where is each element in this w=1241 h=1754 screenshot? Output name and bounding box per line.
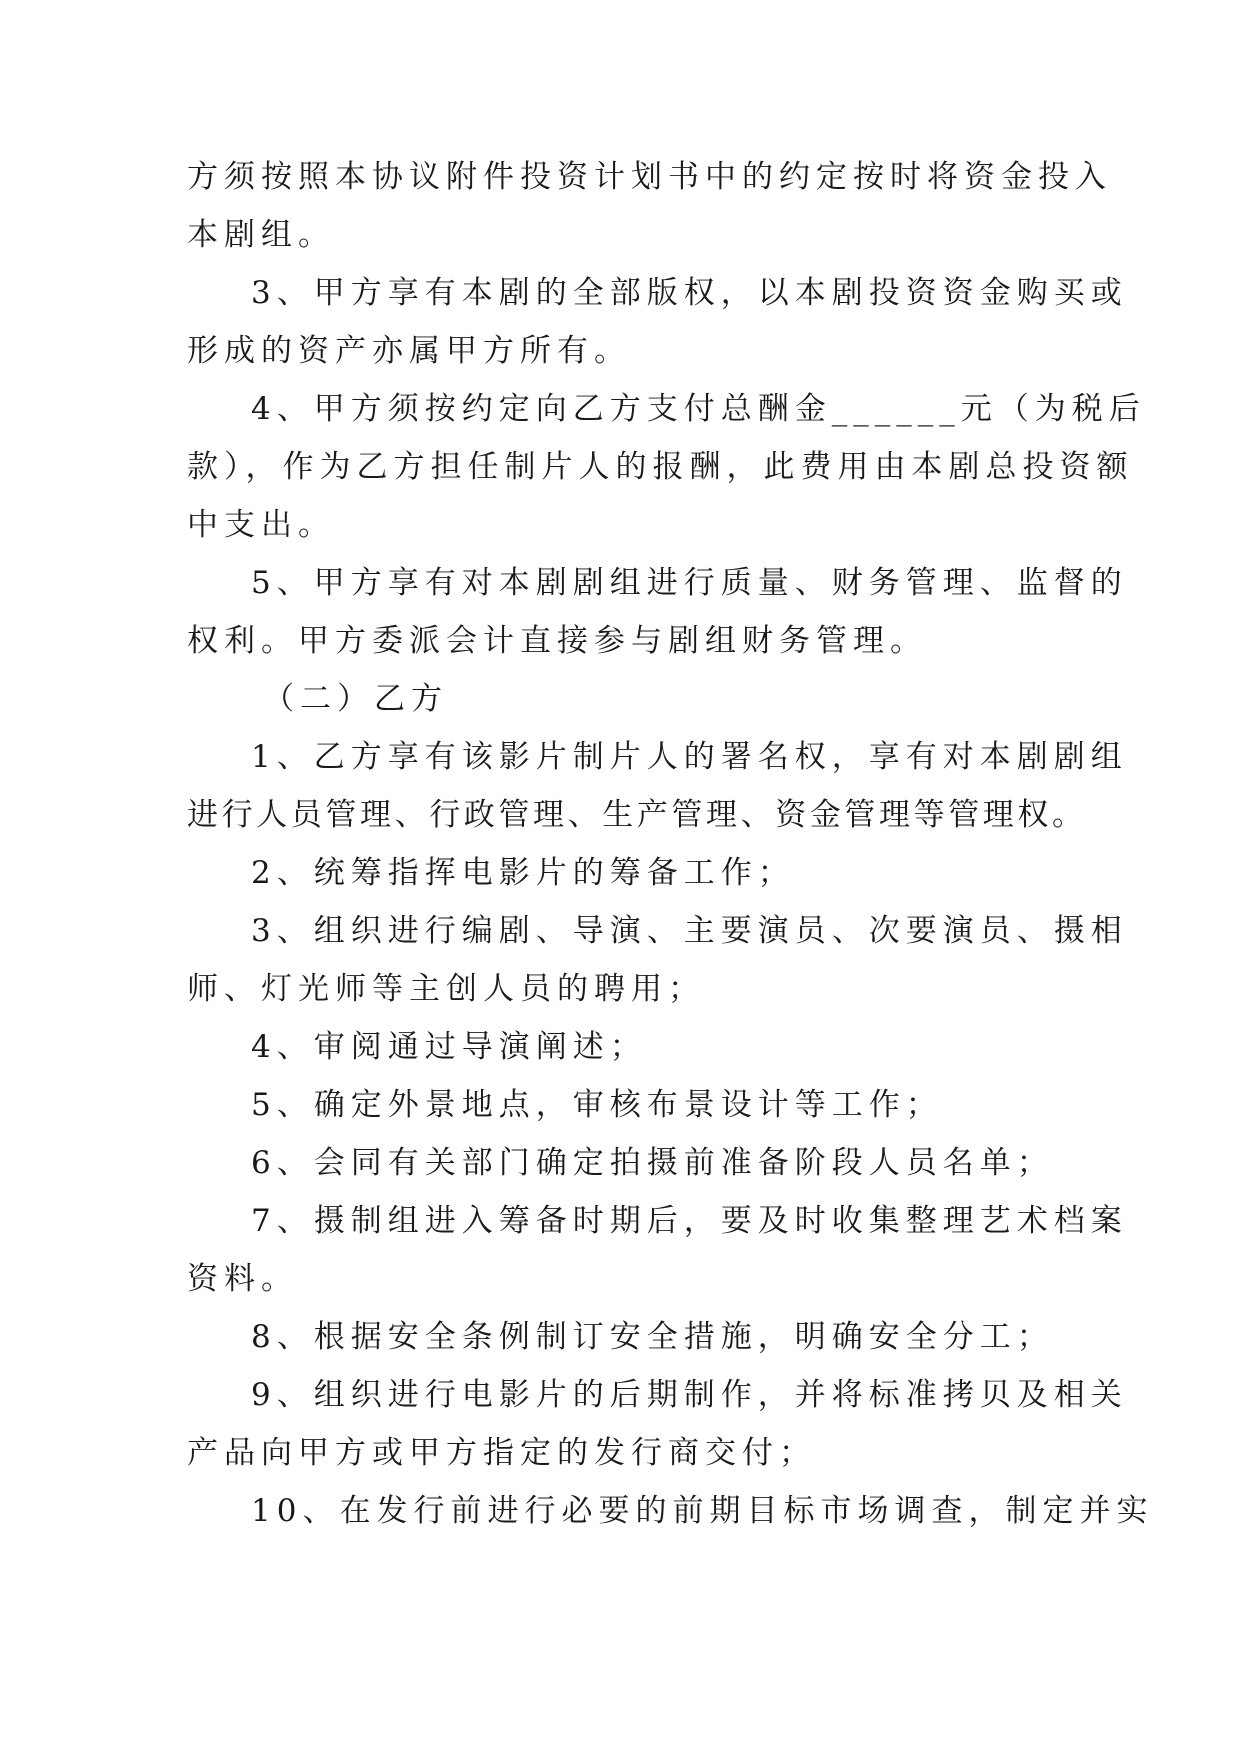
clause-a5: 5、甲方享有对本剧剧组进行质量、财务管理、监督的 [251, 565, 1128, 601]
text-line: 师、灯光师等主创人员的聘用； [187, 971, 705, 1007]
section-heading-party-b: （二）乙方 [263, 681, 448, 717]
clause-b3: 3、组织进行编剧、导演、主要演员、次要演员、摄相 [251, 913, 1128, 949]
text-line: 产品向甲方或甲方指定的发行商交付； [187, 1435, 816, 1471]
clause-b9: 9、组织进行电影片的后期制作，并将标准拷贝及相关 [251, 1377, 1128, 1413]
clause-a4: 4、甲方须按约定向乙方支付总酬金______元（为税后 [251, 391, 1146, 427]
text-line: 中支出。 [187, 507, 335, 543]
text-line: 进行人员管理、行政管理、生产管理、资金管理等管理权。 [187, 797, 1087, 833]
clause-b8: 8、根据安全条例制订安全措施，明确安全分工； [251, 1319, 1054, 1355]
text-line: 本剧组。 [187, 217, 335, 253]
clause-b1: 1、乙方享有该影片制片人的署名权，享有对本剧剧组 [251, 739, 1128, 775]
clause-b2: 2、统筹指挥电影片的筹备工作； [251, 855, 795, 891]
clause-b6: 6、会同有关部门确定拍摄前准备阶段人员名单； [251, 1145, 1054, 1181]
text-line: 款），作为乙方担任制片人的报酬，此费用由本剧总投资额 [187, 449, 1134, 485]
text-line: 方须按照本协议附件投资计划书中的约定按时将资金投入 [187, 159, 1112, 195]
document-body [187, 148, 1154, 1540]
clause-a3: 3、甲方享有本剧的全部版权，以本剧投资资金购买或 [251, 275, 1128, 311]
text-line: 权利。甲方委派会计直接参与剧组财务管理。 [187, 623, 927, 659]
clause-b5: 5、确定外景地点，审核布景设计等工作； [251, 1087, 943, 1123]
text-line: 形成的资产亦属甲方所有。 [187, 333, 631, 369]
clause-b10: 10、在发行前进行必要的前期目标市场调查，制定并实 [251, 1493, 1154, 1529]
clause-b7: 7、摄制组进入筹备时期后，要及时收集整理艺术档案 [251, 1203, 1128, 1239]
clause-b4: 4、审阅通过导演阐述； [251, 1029, 647, 1065]
text-line: 资料。 [187, 1261, 298, 1297]
